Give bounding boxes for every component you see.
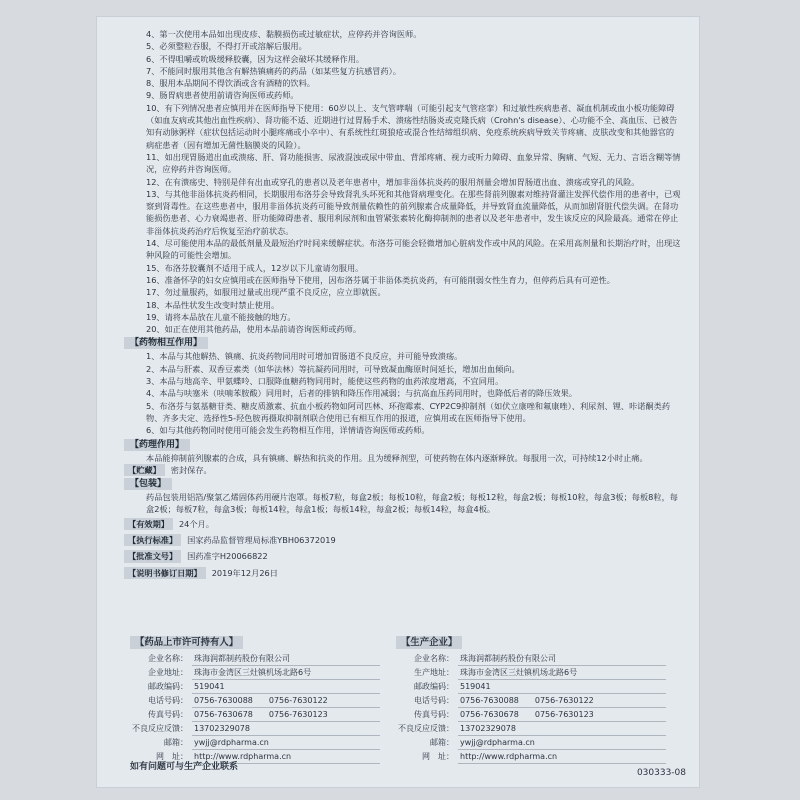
warning-item: 14、尽可能使用本品的最低剂量及最短治疗时间来缓解症状。布洛芬可能会轻微增加心脏病发作或中风的风险。在采用高剂量和长期治疗时，出现这种风险的可能性会增加。	[146, 238, 681, 261]
pharmacology-section	[124, 437, 682, 464]
contact-label: 传真号码：	[414, 710, 454, 719]
contact-label: 邮政编码：	[414, 682, 454, 691]
interaction-item: 1、本品与其他解热、镇痛、抗炎药物同用时可增加胃肠道不良反应，并可能导致溃疡。	[146, 351, 463, 362]
leaflet-page	[96, 16, 700, 788]
warning-item: 12、在有溃疡史、特别是伴有出血或穿孔的患者以及老年患者中，增加非甾体抗炎药的服用剂量会增加胃肠道出血、溃疡或穿孔的风险。	[146, 176, 640, 187]
contact-label: 网 址：	[156, 752, 188, 761]
pharmacology-text: 本品能抑制前列腺素的合成，具有镇痛、解热和抗炎的作用。且为缓释剂型，可使药物在体内逐渐释放。每服用一次，可持续12小时止痛。	[146, 452, 648, 463]
approval-title: 【批准文号】	[124, 550, 181, 562]
warning-item: 6、不得咀嚼或吮吸缓释胶囊，因为这样会破坏其缓释作用。	[146, 53, 365, 64]
contact-label: 企业名称：	[414, 654, 454, 663]
contact-row	[130, 708, 380, 722]
manufacturer-block	[396, 636, 666, 764]
contact-label: 不良反应反馈：	[398, 724, 454, 733]
revision-row	[124, 567, 682, 579]
contact-label: 网 址：	[422, 752, 454, 761]
contact-row	[130, 666, 380, 680]
packaging-title: 【包装】	[124, 478, 172, 490]
warning-item: 20、如正在使用其他药品，使用本品前请咨询医师或药师。	[146, 324, 362, 335]
packaging-section	[124, 476, 682, 516]
interactions-section	[124, 335, 682, 436]
contact-label: 企业地址：	[148, 668, 188, 677]
warning-item: 19、请将本品放在儿童不能接触的地方。	[146, 311, 296, 322]
contact-row	[130, 652, 380, 666]
holder-block	[130, 636, 380, 764]
contact-value: 0756-7630088 0756-7630122	[192, 694, 380, 708]
warnings-list	[124, 28, 682, 335]
manufacturer-rows	[396, 652, 666, 764]
contact-value: 0756-7630678 0756-7630123	[192, 708, 380, 722]
contact-row	[130, 736, 380, 750]
contact-row	[396, 722, 666, 736]
contact-row	[396, 708, 666, 722]
contact-row	[130, 722, 380, 736]
storage-row	[124, 464, 682, 476]
contact-row	[396, 680, 666, 694]
expiry-text: 24个月。	[178, 518, 214, 529]
approval-row	[124, 550, 682, 562]
interaction-item: 2、本品与肝素、双香豆素类（如华法林）等抗凝药同用时，可导致凝血酶原时间延长，增加出血倾向。	[146, 363, 520, 374]
contact-row	[396, 694, 666, 708]
warning-item: 7、不能同时服用其他含有解热镇痛药的药品（如某些复方抗感冒药）。	[146, 65, 401, 76]
leaflet-text	[124, 28, 682, 579]
contact-label: 企业名称：	[148, 654, 188, 663]
expiry-title: 【有效期】	[124, 518, 173, 530]
contact-label: 邮箱：	[430, 738, 454, 747]
warning-item: 5、必须整粒吞服，不得打开或溶解后服用。	[146, 41, 307, 52]
contact-value: 519041	[192, 680, 380, 694]
contact-value: 519041	[458, 680, 666, 694]
storage-text: 密封保存。	[170, 464, 212, 475]
contact-row	[396, 666, 666, 680]
packaging-text: 药品包装用铝箔/聚氯乙烯固体药用硬片泡罩。每板7粒，每盒2板；每板10粒，每盒2板；每板12粒，每盒2板；每板10粒，每盒3板；每板8粒，每盒2板；每板7粒，每盒3板；每板14粒，每盒1板；每板14粒，每盒2板；每板14粒，每盒4板。	[146, 492, 678, 515]
contact-value: 0756-7630088 0756-7630122	[458, 694, 666, 708]
warning-item: 10、有下列情况患者应慎用并在医师指导下使用：60岁以上、支气管哮喘（可能引起支气管痉挛）和过敏性疾病患者、凝血机制或血小板功能障碍（如血友病或其他出血性疾病）、肾功能不适、近期进行过胃肠手术、溃疡性结肠炎或克隆氏病（Crohn's disease）、心功能不全、高血压、已被告知有动脉粥样（症状包括运动时小腿疼痛或小卒中）、有系统性红斑狼疮或混合性结缔组织病、免疫系统疾病导致关节疼痛、皮肤改变和其他器官的病症患者（因有增加无菌性脑膜炎的风险）。	[146, 102, 678, 150]
contact-label: 邮政编码：	[148, 682, 188, 691]
interaction-item: 5、布洛芬与氨基糖苷类、糖皮质激素、抗血小板药物如阿司匹林、环孢霉素、CYP2C9抑制剂（如伏立康唑和氟康唑）、利尿剂、锂、咔诺酮类药物、齐多夫定、选择性5-羟色胺再摄取抑制剂联合使用已有相互作用的报道，应慎用或在医师指导下使用。	[146, 400, 671, 423]
contact-value: ywjj@rdpharma.cn	[458, 736, 666, 750]
contact-label: 生产地址：	[414, 668, 454, 677]
warning-item: 15、布洛芬胶囊剂不适用于成人，12岁以下儿童请勿服用。	[146, 262, 364, 273]
revision-text: 2019年12月26日	[211, 567, 278, 578]
document-code: 030333-08	[636, 768, 686, 778]
contact-row	[396, 750, 666, 764]
contact-row	[396, 736, 666, 750]
contact-label: 不良反应反馈：	[132, 724, 188, 733]
expiry-row	[124, 518, 682, 530]
warning-item: 13、与其他非甾体抗炎药相同，长期服用布洛芬会导致肾乳头坏死和其他肾病理变化。在那些肾前列腺素对维持肾灌注发挥代偿作用的患者中，已观察到肾毒性。在这些患者中，服用非甾体抗炎药可能导致剂量依赖性的前列腺素合成量降低，并导致肾血流量降低，从而加剧肾脏代偿失调。在肾功能损伤患者、心力衰竭患者、肝功能障碍患者、服用利尿剂和血管紧张素转化酶抑制剂的患者以及老年患者中，发生该反应的风险最高。通常在停止非甾体抗炎药治疗后恢复至治疗前状态。	[146, 188, 681, 236]
contact-value: 珠海市金湾区三灶镇机场北路6号	[192, 666, 380, 680]
revision-title: 【说明书修订日期】	[124, 567, 206, 579]
contact-value: 珠海润都制药股份有限公司	[192, 652, 380, 666]
contact-value: 13702329078	[458, 722, 666, 736]
contact-value: 13702329078	[192, 722, 380, 736]
contact-value: 珠海市金湾区三灶镇机场北路6号	[458, 666, 666, 680]
contact-value: ywjj@rdpharma.cn	[192, 736, 380, 750]
contact-row	[130, 694, 380, 708]
interactions-list	[124, 350, 682, 436]
interactions-title: 【药物相互作用】	[124, 337, 208, 349]
contact-label: 邮箱：	[164, 738, 188, 747]
interaction-item: 6、如与其他药物同时使用可能会发生药物相互作用，详情请咨询医师或药师。	[146, 425, 430, 436]
holder-rows	[130, 652, 380, 764]
contact-row	[396, 652, 666, 666]
contact-value: http://www.rdpharma.cn	[458, 750, 666, 764]
warning-item: 8、服用本品期间不得饮酒或含有酒精的饮料。	[146, 78, 315, 89]
footer-note: 如有问题可与生产企业联系	[130, 762, 239, 772]
warning-item: 11、如出现胃肠道出血或溃疡、肝、肾功能损害、尿液混浊或尿中带血、背部疼痛、视力或听力障碍、血象异常、胸痛、气短、无力、言语含糊等情况，应停药并咨询医师。	[146, 151, 681, 175]
warning-item: 16、准备怀孕的妇女应慎用或在医师指导下使用，因布洛芬属于非甾体类抗炎药，有可能削弱女性生育力，但停药后具有可逆性。	[146, 274, 615, 285]
storage-title: 【贮藏】	[124, 464, 165, 476]
interaction-item: 3、本品与地高辛、甲氨蝶呤、口服降血糖药物同用时，能使这些药物的血药浓度增高，不宜同用。	[146, 376, 504, 387]
contact-value: 0756-7630678 0756-7630123	[458, 708, 666, 722]
warning-item: 18、本品性状发生改变时禁止使用。	[146, 299, 280, 310]
interaction-item: 4、本品与呋塞米（呋喃苯胺酸）同用时，后者的排钠和降压作用减弱；与抗高血压药同用时，也降低后者的降压效果。	[146, 388, 577, 399]
contact-row	[130, 680, 380, 694]
pharmacology-title: 【药理作用】	[124, 439, 190, 451]
contact-label: 电话号码：	[414, 696, 454, 705]
standard-text: 国家药品监督管理局标准YBH06372019	[187, 534, 336, 545]
contact-label: 传真号码：	[148, 710, 188, 719]
warning-item: 17、勿过量服药，如服用过量或出现严重不良反应，应立即就医。	[146, 287, 386, 298]
manufacturer-title: 【生产企业】	[396, 636, 462, 649]
warning-item: 4、第一次使用本品如出现皮疹、黏膜损伤或过敏症状，应停药并咨询医师。	[146, 29, 422, 39]
contact-value: 珠海润都制药股份有限公司	[458, 652, 666, 666]
approval-text: 国药准字H20066822	[187, 551, 268, 562]
holder-title: 【药品上市许可持有人】	[130, 636, 243, 649]
contact-label: 电话号码：	[148, 696, 188, 705]
contact-value: http://www.rdpharma.cn	[192, 750, 380, 764]
standard-row	[124, 534, 682, 546]
warning-item: 9、肠胃病患者使用前请咨询医师或药师。	[146, 90, 299, 101]
standard-title: 【执行标准】	[124, 534, 181, 546]
